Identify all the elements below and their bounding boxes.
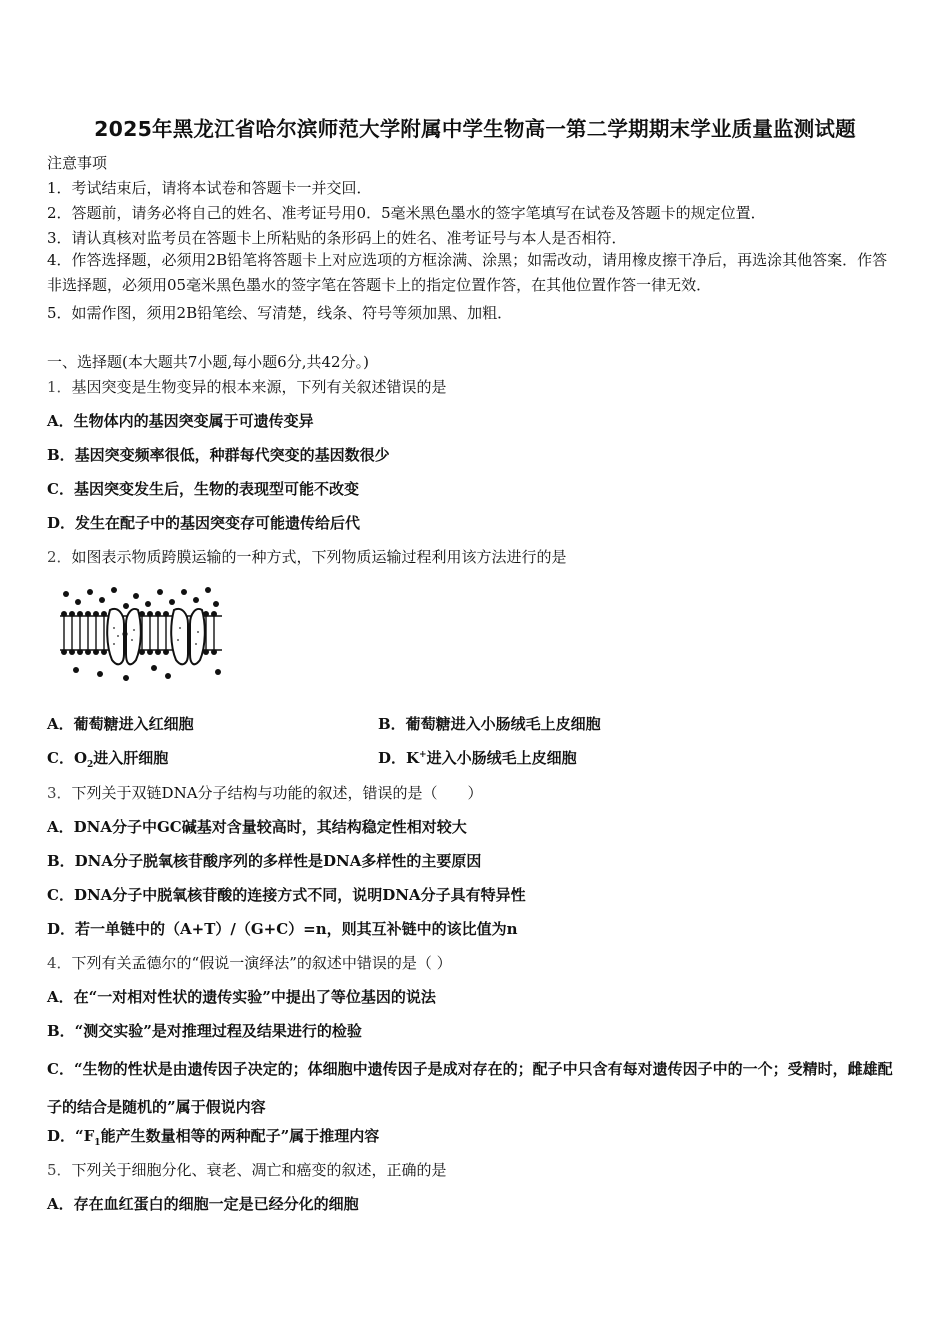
question-1-option-a: A．生物体内的基因突变属于可遗传变异	[47, 412, 314, 430]
question-number: 3．	[47, 784, 72, 802]
question-3-stem	[47, 782, 483, 803]
question-2-option-d: D．K+进入小肠绒毛上皮细胞	[378, 749, 577, 767]
question-2-option-c: C．$O_2$进入肝细胞	[47, 749, 169, 770]
question-number: 2．	[47, 548, 72, 566]
question-1-option-b: B．基因突变频率很低，种群每代突变的基因数很少	[47, 446, 390, 464]
section-heading: 一、选择题(本大题共7小题,每小题6分,共42分。)	[47, 353, 369, 371]
question-3-option-a: A．DNA分子中GC碱基对含量较高时，其结构稳定性相对较大	[47, 818, 467, 836]
question-5-stem	[47, 1159, 447, 1180]
question-text: 基因突变是生物变异的根本来源，下列有关叙述错误的是	[71, 378, 447, 396]
question-number: 5．	[47, 1161, 72, 1179]
membrane-transport-diagram	[56, 584, 226, 684]
question-3-option-c: C．DNA分子中脱氧核苷酸的连接方式不同，说明DNA分子具有特异性	[47, 886, 526, 904]
question-text: 下列关于双链DNA分子结构与功能的叙述，错误的是（ ）	[71, 784, 483, 802]
carrier-proteins	[107, 609, 205, 664]
question-text: 下列有关孟德尔的“假说一演绎法”的叙述中错误的是（ ）	[71, 954, 452, 972]
question-4-option-b: B．“测交实验”是对推理过程及结果进行的检验	[47, 1022, 362, 1040]
question-text: 如图表示物质跨膜运输的一种方式，下列物质运输过程利用该方法进行的是	[71, 548, 567, 566]
question-4-option-c: C．“生物的性状是由遗传因子决定的；体细胞中遗传因子是成对存在的；配子中只含有每对遗传因子中的一个；受精时，雌雄配子的结合是随机的”属于假说内容	[47, 1060, 893, 1116]
question-1-option-c: C．基因突变发生后，生物的表现型可能不改变	[47, 480, 359, 498]
question-4-option-a: A．在“一对相对性状的遗传实验”中提出了等位基因的说法	[47, 988, 436, 1006]
notice-item: 1．考试结束后，请将本试卷和答题卡一并交回．	[47, 179, 372, 197]
notice-item: 3．请认真核对监考员在答题卡上所粘贴的条形码上的姓名、准考证号与本人是否相符．	[47, 229, 627, 247]
question-number: 1．	[47, 378, 72, 396]
question-2-stem	[47, 546, 567, 567]
question-4-option-d: D．“$F_1$能产生数量相等的两种配子”属于推理内容	[47, 1127, 380, 1148]
question-3-option-b: B．DNA分子脱氧核苷酸序列的多样性是DNA多样性的主要原因	[47, 852, 482, 870]
question-1-stem	[47, 376, 447, 397]
solute-molecules-outside	[63, 587, 219, 609]
page-title: 2025年黑龙江省哈尔滨师范大学附属中学生物高一第二学期期末学业质量监测试题	[94, 117, 856, 141]
question-3-option-d: D．若一单链中的（A+T）/（G+C）=n，则其互补链中的该比值为n	[47, 920, 518, 938]
question-text: 下列关于细胞分化、衰老、凋亡和癌变的叙述，正确的是	[71, 1161, 447, 1179]
question-1-option-d: D．发生在配子中的基因突变存可能遗传给后代	[47, 514, 361, 532]
question-5-option-a: A．存在血红蛋白的细胞一定是已经分化的细胞	[47, 1195, 359, 1213]
notice-heading: 注意事项	[47, 154, 108, 172]
notice-item: 5．如需作图，须用2B铅笔绘、写清楚，线条、符号等须加黑、加粗．	[47, 304, 513, 322]
question-2-option-b: B．葡萄糖进入小肠绒毛上皮细胞	[378, 715, 601, 733]
notice-item: 4．作答选择题，必须用2B铅笔将答题卡上对应选项的方框涂满、涂黑；如需改动，请用橡皮擦干净后，再选涂其他答案．作答非选择题，必须用05毫米黑色墨水的签字笔在答题卡上的指定位置作答，在其他位置作答一律无效．	[47, 251, 888, 294]
question-number: 4．	[47, 954, 72, 972]
notice-item: 2．答题前，请务必将自己的姓名、准考证号用0．5毫米黑色墨水的签字笔填写在试卷及答题卡的规定位置．	[47, 204, 766, 222]
question-2-option-a: A．葡萄糖进入红细胞	[47, 715, 194, 733]
question-4-stem	[47, 952, 452, 973]
